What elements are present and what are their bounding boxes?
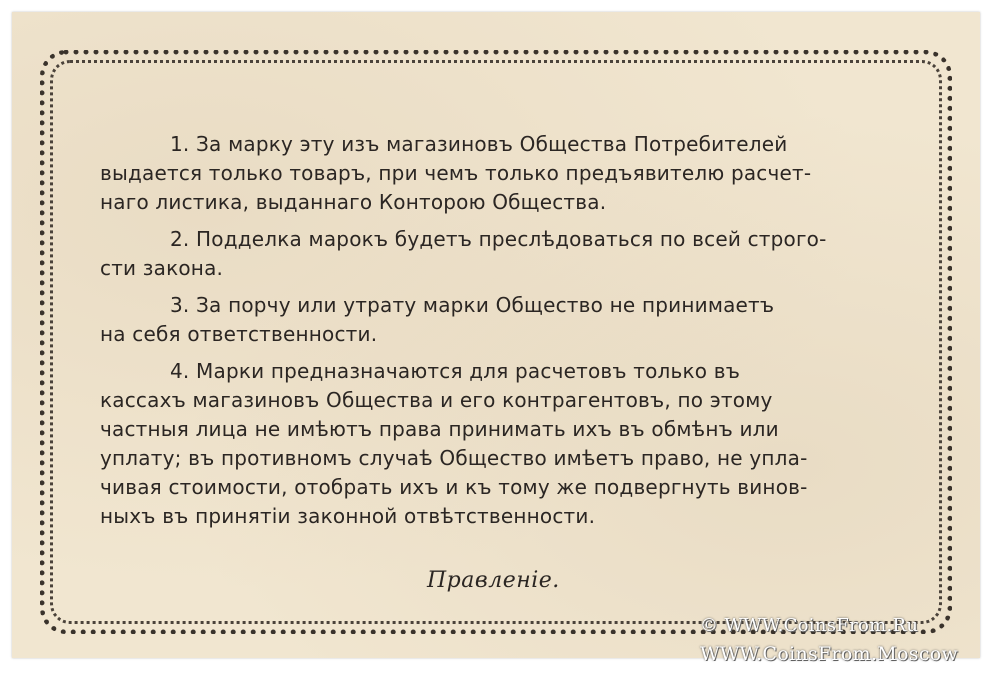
text-line: 4. Марки предназначаются для расчетовъ только въ [170,359,741,383]
text-line: сти закона. [100,256,224,280]
text-line: ныхъ въ принятіи законной отвѣтственности. [100,504,596,528]
signature-board: Правленіе. [427,568,560,593]
paragraph-3 [100,291,938,349]
text-line: чивая стоимости, отобрать ихъ и къ тому же подвергнуть винов- [100,475,808,499]
text-line: 2. Подделка марокъ будетъ преслѣдоваться по всей строго- [170,227,827,251]
paragraph-1 [100,130,938,217]
text-line: уплату; въ противномъ случаѣ Общество имѣетъ право, не упла- [100,446,808,470]
text-line: на себя ответственности. [100,322,378,346]
text-line: 3. За порчу или утрату марки Общество не принимаетъ [170,293,775,317]
paragraph-4 [100,357,938,531]
terms-text [100,130,938,539]
banknote-reverse [12,12,980,658]
text-line: частныя лица не имѣютъ права принимать ихъ въ обмѣнъ или [100,417,779,441]
watermark-ru: © WWW.CoinsFrom.Ru [700,615,919,636]
text-line: 1. За марку эту изъ магазиновъ Общества Потребителей [170,132,788,156]
watermark-moscow: WWW.CoinsFrom.Moscow [700,643,959,665]
text-line: выдается только товаръ, при чемъ только предъявителю расчет- [100,161,812,185]
text-line: наго листика, выданнаго Конторою Общества. [100,190,607,214]
text-line: кассахъ магазиновъ Общества и его контрагентовъ, по этому [100,388,773,412]
paragraph-2 [100,225,938,283]
